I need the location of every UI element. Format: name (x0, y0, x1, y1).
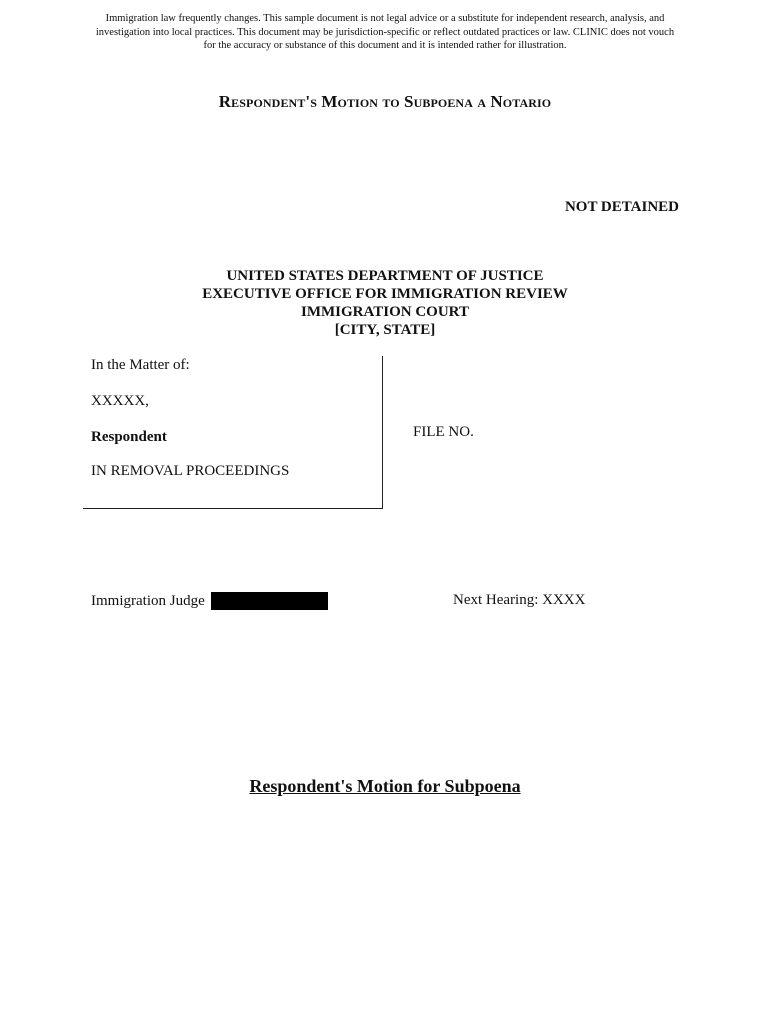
motion-heading: Respondent's Motion for Subpoena (249, 776, 521, 796)
immigration-judge-row (91, 592, 328, 610)
document-title: Respondent's Motion to Subpoena a Notario (218, 92, 552, 111)
case-caption-box (83, 356, 383, 509)
disclaimer-line-1: Immigration law frequently changes. This sample document is not legal advice or a substitute for independent research, analysis, and (105, 13, 665, 24)
file-number: FILE NO. (413, 424, 474, 440)
matter-label: In the Matter of: (91, 357, 190, 373)
disclaimer-line-3: for the accuracy or substance of this document and it is intended rather for illustration. (203, 40, 567, 51)
respondent-label: Respondent (91, 429, 167, 445)
proceedings-label: IN REMOVAL PROCEEDINGS (91, 463, 290, 479)
next-hearing: Next Hearing: XXXX (453, 592, 586, 608)
respondent-name: XXXXX, (91, 393, 149, 409)
judge-label: Immigration Judge (91, 592, 205, 609)
court-name: IMMIGRATION COURT (301, 304, 469, 320)
court-heading (0, 267, 770, 339)
disclaimer-notice (80, 12, 690, 53)
court-department: UNITED STATES DEPARTMENT OF JUSTICE (226, 268, 544, 284)
redacted-judge-name (211, 592, 328, 610)
court-location: [CITY, STATE] (334, 322, 436, 338)
detention-status: NOT DETAINED (564, 199, 679, 215)
disclaimer-line-2: investigation into local practices. This document may be jurisdiction-specific or reflect outdated practices or law. CLINIC does not vouch (95, 26, 675, 38)
court-office: EXECUTIVE OFFICE FOR IMMIGRATION REVIEW (202, 286, 568, 302)
